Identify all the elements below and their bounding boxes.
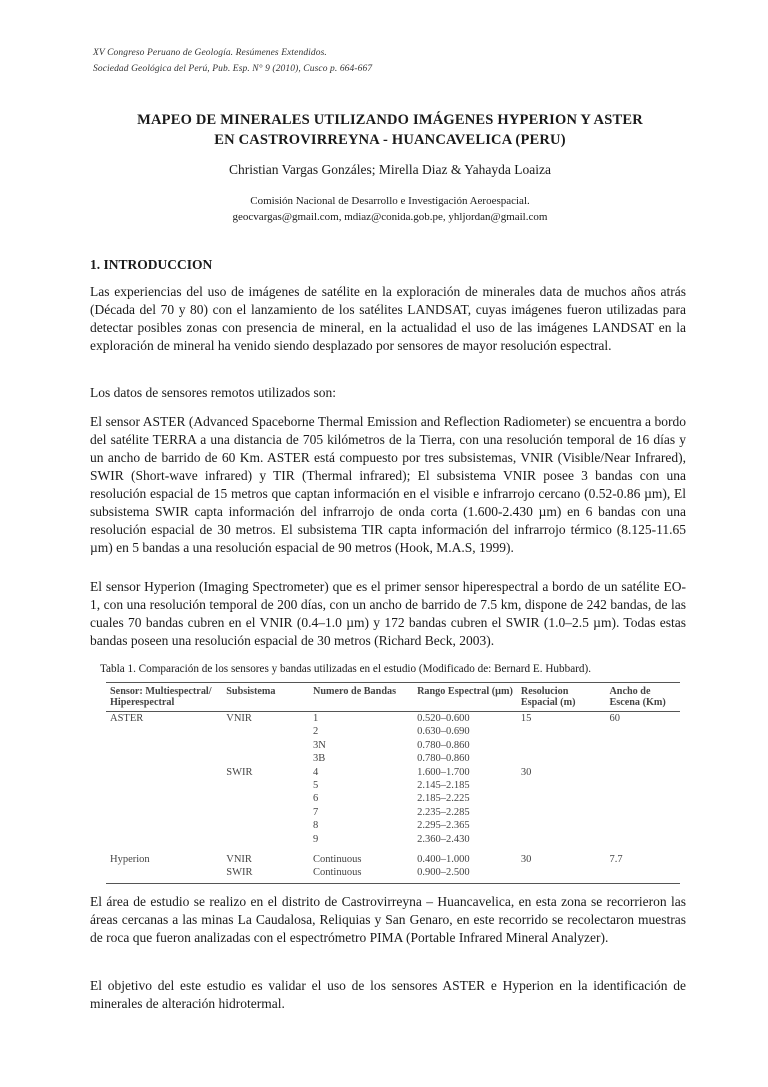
table-cell <box>605 766 680 779</box>
table-header-cell: Subsistema <box>222 683 309 712</box>
table-header-cell: Resolucion Espacial (m) <box>517 683 606 712</box>
table-row <box>106 739 680 752</box>
table-header-row <box>106 683 680 712</box>
table-cell: 2.360–2.430 <box>417 833 470 845</box>
running-header-line-2: Sociedad Geológica del Perú, Pub. Esp. N° 9 (2010), Cusco p. 664-667 <box>93 64 373 74</box>
table-cell: 4 <box>313 766 319 778</box>
table-cell <box>517 792 606 805</box>
table-cell <box>106 866 222 883</box>
table-cell: 2.185–2.225 <box>417 793 470 805</box>
table-cell: 8 <box>313 820 319 832</box>
table-row <box>106 819 680 832</box>
table-cell <box>106 806 222 819</box>
table-cell: VNIR <box>226 713 252 724</box>
table-cell <box>517 739 606 752</box>
table-cell <box>605 752 680 765</box>
table-cell: 7.7 <box>609 854 623 866</box>
table-header-cell: Ancho de Escena (Km) <box>605 683 680 712</box>
table-row <box>106 833 680 846</box>
table-cell: 7 <box>313 806 319 818</box>
table-row <box>106 712 680 726</box>
paragraph-sensors-lead: Los datos de sensores remotos utilizados son: <box>90 385 336 400</box>
table-cell <box>517 866 606 883</box>
table-cell <box>605 779 680 792</box>
affiliation <box>90 193 690 225</box>
table-cell <box>222 725 309 738</box>
paper-title-line-2: EN CASTROVIRREYNA - HUANCAVELICA (PERU) <box>214 132 566 148</box>
table-cell <box>605 833 680 846</box>
table-cell: 5 <box>313 780 319 792</box>
table-row <box>106 752 680 765</box>
table-caption: Tabla 1. Comparación de los sensores y bandas utilizadas en el estudio (Modificado de: Bernard E. Hubbard). <box>100 663 592 675</box>
affiliation-institution: Comisión Nacional de Desarrollo e Investigación Aeroespacial. <box>250 195 530 207</box>
table-cell <box>605 739 680 752</box>
table-header-cell: Numero de Bandas <box>309 683 413 712</box>
table-cell: Continuous <box>309 866 413 883</box>
table-row <box>106 725 680 738</box>
table-cell: 0.520–0.600 <box>417 713 470 724</box>
table-cell <box>106 766 222 779</box>
table-cell: ASTER <box>110 713 144 724</box>
table-cell <box>222 779 309 792</box>
table-row <box>106 766 680 779</box>
table-cell <box>222 739 309 752</box>
table-row <box>106 846 680 866</box>
table-cell: 2 <box>313 726 319 738</box>
paper-title <box>90 110 690 150</box>
paragraph-intro: Las experiencias del uso de imágenes de satélite en la exploración de minerales data de muchos años atrás (Década del 70 y 80) con el lanzamiento de los satélites LANDSAT, cuyas imágenes fueron utilizadas para detectar posibles zonas con presencia de mineral, en la actualidad el uso de las imágenes LANDSAT en la exploración de mineral ha venido siendo desplazado por sensores de mayor resolución espectral. <box>90 284 686 353</box>
table-cell: 0.400–1.000 <box>417 854 470 866</box>
table-row <box>106 792 680 805</box>
table-cell <box>222 819 309 832</box>
affiliation-emails: geocvargas@gmail.com, mdiaz@conida.gob.pe, yhljordan@gmail.com <box>232 211 548 223</box>
table-cell <box>517 725 606 738</box>
table-cell <box>222 792 309 805</box>
table-cell: SWIR <box>222 866 309 883</box>
table-cell: 3N <box>313 739 326 751</box>
table-cell: 30 <box>520 766 532 778</box>
table-cell: 0.780–0.860 <box>417 739 470 751</box>
table-header-cell: Sensor: Multiespectral/ Hiperespectral <box>106 683 222 712</box>
table-cell <box>106 792 222 805</box>
table-cell: 0.630–0.690 <box>417 726 470 738</box>
sensor-comparison-table <box>106 682 680 884</box>
table-row <box>106 779 680 792</box>
author-list: Christian Vargas Gonzáles; Mirella Diaz & Yahayda Loaiza <box>229 162 551 177</box>
table-cell <box>106 833 222 846</box>
table-cell: 0.900–2.500 <box>413 866 517 883</box>
table-cell: 0.780–0.860 <box>417 753 470 765</box>
table-cell <box>517 752 606 765</box>
table-cell: 3B <box>313 753 326 765</box>
paragraph-study-area: El área de estudio se realizo en el distrito de Castrovirreyna – Huancavelica, en esta zona se recorrieron las áreas cercanas a las minas La Caudalosa, Reliquias y San Genaro, en este recorrido se recolectaron muestras de roca que fueron analizadas con el espectrómetro PIMA (Portable Infrared Mineral Analyzer). <box>90 894 686 945</box>
table-cell <box>517 833 606 846</box>
paragraph-hyperion: El sensor Hyperion (Imaging Spectrometer) que es el primer sensor hiperespectral a bordo de un satélite EO-1, con una resolución temporal de 200 días, con un ancho de barrido de 7.5 km, dispone de 242 bandas, de las cuales 70 bandas cubren en el VNIR (0.4–1.0 µm) y 172 bandas cubren el SWIR (1.0–2.5 µm). Todas estas bandas poseen una resolución espacial de 30 metros (Richard Beck, 2003). <box>90 579 686 648</box>
table-cell <box>517 779 606 792</box>
table-cell <box>106 752 222 765</box>
table-cell: 9 <box>313 833 319 845</box>
paragraph-objective: El objetivo del este estudio es validar el uso de los sensores ASTER e Hyperion en la identificación de minerales de alteración hidrotermal. <box>90 978 686 1011</box>
table-cell: 60 <box>609 713 620 724</box>
table-row <box>106 866 680 883</box>
table-cell: SWIR <box>226 766 253 778</box>
table-cell <box>605 819 680 832</box>
table-cell <box>106 739 222 752</box>
table-cell: VNIR <box>226 854 252 866</box>
paragraph-aster: El sensor ASTER (Advanced Spaceborne Thermal Emission and Reflection Radiometer) se encuentra a bordo del satélite TERRA a una distancia de 705 kilómetros de la Tierra, con una resolución temporal de 16 días y un ancho de barrido de 60 Km. ASTER está compuesto por tres subsistemas, VNIR (Visible/Near Infrared), SWIR (Short-wave infrared) y TIR (Thermal infrared); El subsistema VNIR posee 3 bandas con una resolución espacial de 15 metros que captan información en el visible e infrarrojo cercano (0.52-0.86 µm), El subsistema SWIR capta información del infrarrojo de onda corta (1.600-2.430 µm) en 6 bandas con una resolución espacial de 30 metros. El subsistema TIR capta información del infrarrojo térmico (8.125-11.65 µm) en 5 bandas a una resolución espacial de 90 metros (Hook, M.A.S, 1999). <box>90 414 686 555</box>
table-cell: Continuous <box>313 854 362 866</box>
table-cell <box>106 725 222 738</box>
table-row <box>106 806 680 819</box>
table-cell <box>605 866 680 883</box>
table-header-cell: Rango Espectral (µm) <box>413 683 517 712</box>
table-cell <box>517 819 606 832</box>
table-cell: 1 <box>313 713 319 724</box>
table-cell: 30 <box>520 854 532 866</box>
table-cell <box>106 779 222 792</box>
table-cell <box>222 752 309 765</box>
table-cell <box>605 806 680 819</box>
section-heading: 1. INTRODUCCION <box>90 257 213 272</box>
table-cell: Hyperion <box>110 854 150 866</box>
table-cell <box>222 806 309 819</box>
table-cell: 2.295–2.365 <box>417 820 470 832</box>
table-cell <box>106 819 222 832</box>
table-cell <box>605 792 680 805</box>
table-cell <box>517 806 606 819</box>
running-header-line-1: XV Congreso Peruano de Geología. Resúmenes Extendidos. <box>93 48 327 58</box>
table-cell <box>222 833 309 846</box>
paper-title-line-1: MAPEO DE MINERALES UTILIZANDO IMÁGENES HYPERION Y ASTER <box>137 112 643 128</box>
table-cell: 6 <box>313 793 319 805</box>
table-cell <box>605 725 680 738</box>
table-cell: 2.145–2.185 <box>417 780 470 792</box>
table-cell: 15 <box>520 713 532 724</box>
table-cell: 2.235–2.285 <box>417 806 470 818</box>
table-cell: 1.600–1.700 <box>417 766 470 778</box>
